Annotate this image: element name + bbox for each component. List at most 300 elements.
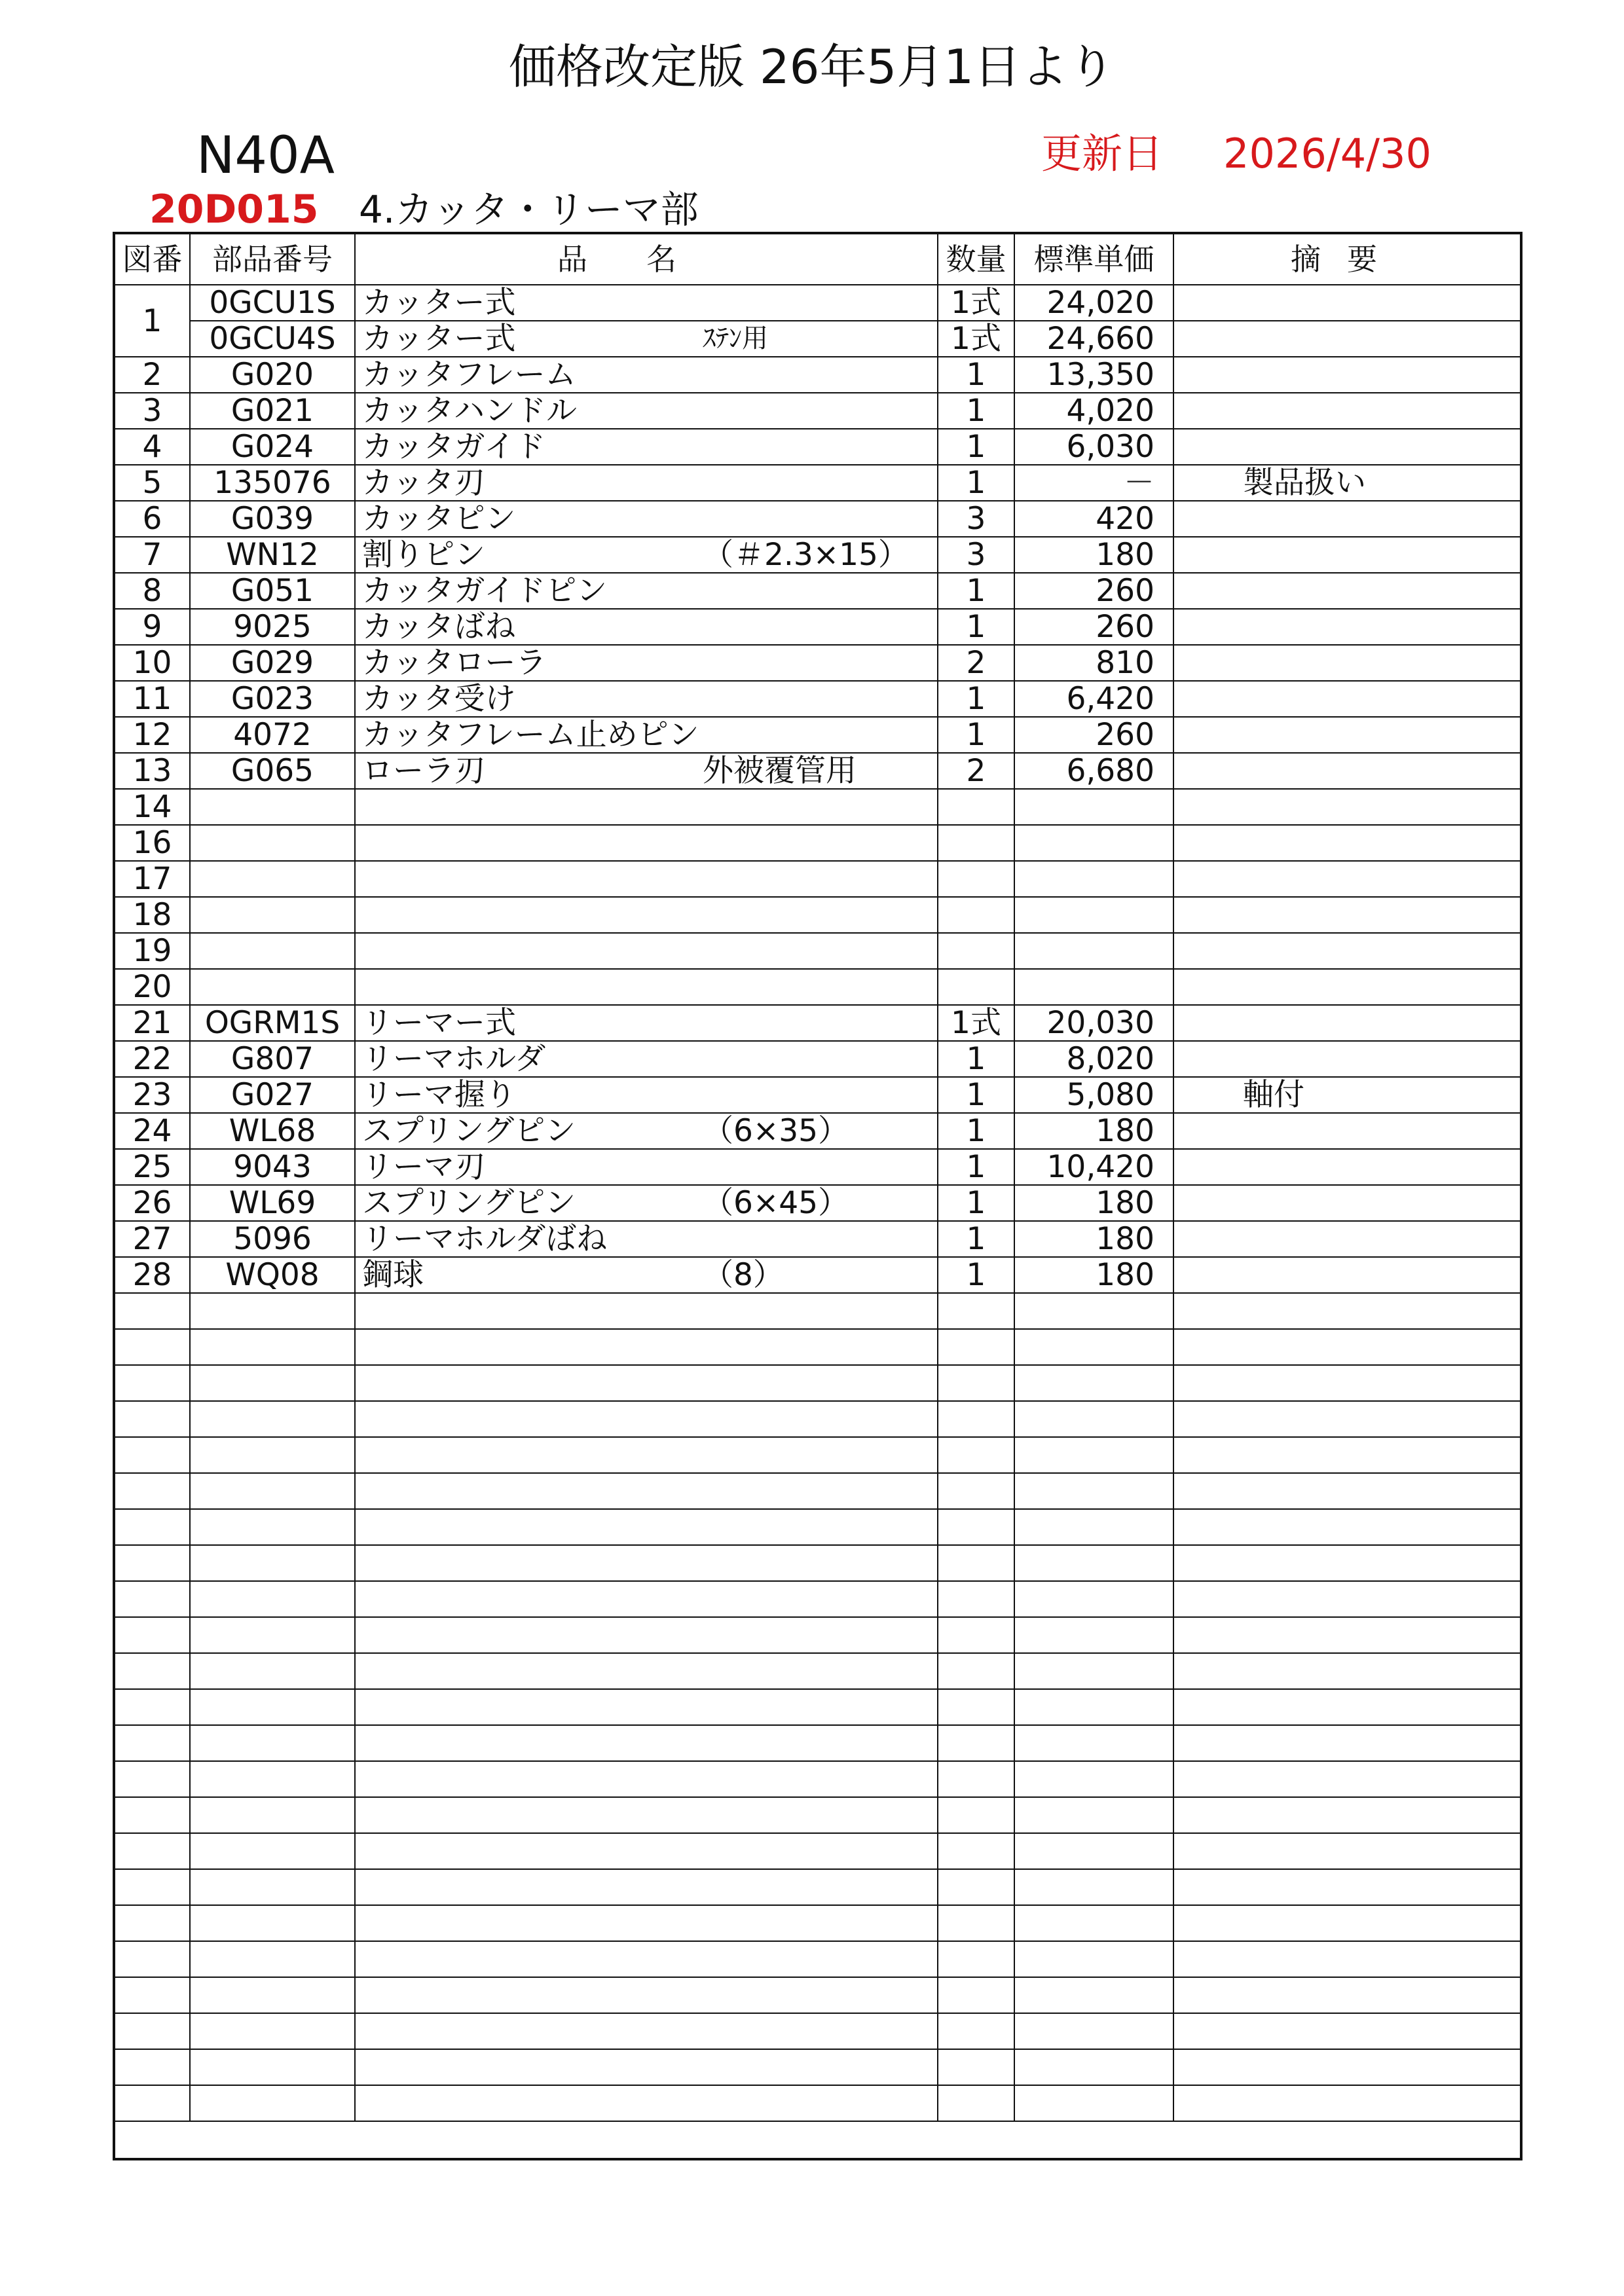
part-name-cell — [355, 753, 938, 789]
note-cell — [1173, 1149, 1521, 1185]
price-cell — [1014, 969, 1173, 1005]
part-spec: （6×35） — [703, 1113, 849, 1149]
part-name-cell — [355, 933, 938, 969]
empty-cell — [114, 2049, 190, 2085]
empty-cell — [1014, 1293, 1173, 1329]
empty-cell — [190, 1545, 355, 1581]
row-no-cell: 27 — [114, 1221, 190, 1257]
part-name: 鋼球 — [362, 1257, 424, 1293]
empty-cell — [938, 1509, 1014, 1545]
empty-cell — [938, 1869, 1014, 1905]
empty-cell — [355, 1653, 938, 1689]
empty-cell — [355, 1581, 938, 1617]
empty-cell — [114, 1329, 190, 1365]
price-cell — [1014, 825, 1173, 861]
empty-row — [114, 1653, 1521, 1689]
footer-cell — [114, 2121, 1521, 2159]
empty-row — [114, 1293, 1521, 1329]
part-code-cell — [190, 861, 355, 897]
page-title: 価格改定版 26年5月1日より — [508, 39, 1116, 94]
empty-cell — [190, 1689, 355, 1725]
price-cell: － — [1014, 465, 1173, 501]
empty-row — [114, 1977, 1521, 2013]
part-name-cell — [355, 321, 938, 357]
empty-cell — [114, 2013, 190, 2049]
empty-cell — [938, 1761, 1014, 1797]
empty-cell — [355, 1545, 938, 1581]
price-cell — [1014, 861, 1173, 897]
part-name-cell — [355, 789, 938, 825]
part-name-cell — [355, 645, 938, 681]
part-name: リーマ握り — [362, 1077, 516, 1113]
quantity-cell: 1 — [938, 1149, 1014, 1185]
note-cell — [1173, 429, 1521, 465]
part-name-cell — [355, 357, 938, 393]
table-row — [114, 537, 1521, 573]
table-row — [114, 1041, 1521, 1077]
note-cell — [1173, 609, 1521, 645]
empty-cell — [1173, 1797, 1521, 1833]
row-no-cell: 20 — [114, 969, 190, 1005]
part-name: カッタフレーム — [362, 357, 576, 393]
row-no-cell: 8 — [114, 573, 190, 609]
empty-cell — [1014, 1905, 1173, 1941]
empty-row — [114, 1761, 1521, 1797]
empty-cell — [355, 1761, 938, 1797]
row-no-cell: 21 — [114, 1005, 190, 1041]
note-cell — [1173, 393, 1521, 429]
quantity-cell: 1 — [938, 1185, 1014, 1221]
empty-cell — [1014, 1833, 1173, 1869]
part-name-cell — [355, 897, 938, 933]
empty-cell — [190, 2013, 355, 2049]
empty-cell — [938, 1653, 1014, 1689]
table-row — [114, 645, 1521, 681]
price-cell: 6,680 — [1014, 753, 1173, 789]
empty-cell — [938, 1617, 1014, 1653]
table-row — [114, 789, 1521, 825]
empty-cell — [1014, 1653, 1173, 1689]
section-code: 20D015 — [149, 187, 319, 232]
part-code-cell: G807 — [190, 1041, 355, 1077]
price-cell — [1014, 897, 1173, 933]
note-cell — [1173, 1185, 1521, 1221]
part-code-cell: 4072 — [190, 717, 355, 753]
note-cell — [1173, 321, 1521, 357]
empty-row — [114, 2013, 1521, 2049]
price-cell: 180 — [1014, 1113, 1173, 1149]
row-no-cell: 7 — [114, 537, 190, 573]
empty-cell — [938, 2085, 1014, 2121]
row-no-cell: 28 — [114, 1257, 190, 1293]
table-row — [114, 1149, 1521, 1185]
part-code-cell: OGRM1S — [190, 1005, 355, 1041]
empty-cell — [114, 1941, 190, 1977]
empty-cell — [1173, 2013, 1521, 2049]
row-no-cell: 19 — [114, 933, 190, 969]
quantity-cell: 1 — [938, 573, 1014, 609]
price-cell: 810 — [1014, 645, 1173, 681]
empty-cell — [190, 1401, 355, 1437]
row-no-cell: 25 — [114, 1149, 190, 1185]
note-cell — [1173, 825, 1521, 861]
empty-cell — [1014, 1509, 1173, 1545]
part-code-cell: G051 — [190, 573, 355, 609]
empty-cell — [190, 1509, 355, 1545]
table-row — [114, 933, 1521, 969]
price-cell: 20,030 — [1014, 1005, 1173, 1041]
empty-cell — [1014, 1869, 1173, 1905]
part-name-cell — [355, 537, 938, 573]
quantity-cell — [938, 789, 1014, 825]
empty-cell — [938, 1293, 1014, 1329]
table-row — [114, 753, 1521, 789]
part-name: カッタピン — [362, 501, 516, 537]
empty-cell — [1173, 1581, 1521, 1617]
empty-cell — [938, 1941, 1014, 1977]
empty-cell — [190, 1581, 355, 1617]
row-no-cell: 22 — [114, 1041, 190, 1077]
part-name-cell — [355, 717, 938, 753]
empty-cell — [190, 1797, 355, 1833]
note-cell — [1173, 1041, 1521, 1077]
empty-row — [114, 1617, 1521, 1653]
part-name-cell — [355, 573, 938, 609]
part-spec: （8） — [703, 1257, 784, 1293]
empty-cell — [1014, 1725, 1173, 1761]
part-name: カッター式 — [362, 285, 516, 321]
quantity-cell: 1 — [938, 1221, 1014, 1257]
table-row — [114, 285, 1521, 321]
table-row — [114, 573, 1521, 609]
empty-row — [114, 1401, 1521, 1437]
empty-cell — [355, 1473, 938, 1509]
empty-cell — [355, 1833, 938, 1869]
table-row — [114, 825, 1521, 861]
empty-cell — [1014, 1761, 1173, 1797]
empty-cell — [190, 1869, 355, 1905]
part-name-cell — [355, 429, 938, 465]
col-header-qty: 数量 — [938, 233, 1014, 285]
price-cell: 8,020 — [1014, 1041, 1173, 1077]
empty-cell — [1173, 1905, 1521, 1941]
empty-cell — [1014, 1617, 1173, 1653]
row-no-cell: 23 — [114, 1077, 190, 1113]
empty-cell — [355, 1617, 938, 1653]
quantity-cell: 2 — [938, 645, 1014, 681]
empty-row — [114, 1473, 1521, 1509]
empty-cell — [114, 2085, 190, 2121]
empty-cell — [190, 2049, 355, 2085]
part-code-cell — [190, 897, 355, 933]
price-cell: 260 — [1014, 573, 1173, 609]
row-no-cell: 11 — [114, 681, 190, 717]
part-name-cell — [355, 465, 938, 501]
empty-cell — [1014, 1977, 1173, 2013]
empty-cell — [114, 1689, 190, 1725]
empty-cell — [1173, 1329, 1521, 1365]
empty-cell — [1173, 1725, 1521, 1761]
empty-cell — [938, 1437, 1014, 1473]
quantity-cell: 3 — [938, 501, 1014, 537]
empty-row — [114, 1869, 1521, 1905]
empty-cell — [355, 2085, 938, 2121]
empty-cell — [1173, 1617, 1521, 1653]
empty-cell — [1173, 1365, 1521, 1401]
price-cell: 6,030 — [1014, 429, 1173, 465]
part-code-cell: G065 — [190, 753, 355, 789]
empty-cell — [1173, 1833, 1521, 1869]
empty-cell — [1014, 1797, 1173, 1833]
empty-cell — [114, 1581, 190, 1617]
part-code-cell: G027 — [190, 1077, 355, 1113]
table-row — [114, 1113, 1521, 1149]
empty-cell — [1014, 2085, 1173, 2121]
empty-cell — [355, 1905, 938, 1941]
part-code-cell: G039 — [190, 501, 355, 537]
part-name: リーマ刃 — [362, 1149, 485, 1185]
empty-cell — [355, 1941, 938, 1977]
price-cell: 260 — [1014, 717, 1173, 753]
row-no-cell: 26 — [114, 1185, 190, 1221]
part-code-cell — [190, 825, 355, 861]
part-name-cell — [355, 285, 938, 321]
col-header-price: 標準単価 — [1014, 233, 1173, 285]
quantity-cell — [938, 933, 1014, 969]
note-cell: 軸付 — [1173, 1077, 1521, 1113]
part-spec: （6×45） — [703, 1185, 849, 1221]
part-spec: （＃2.3×15） — [703, 537, 909, 573]
part-name-cell — [355, 1221, 938, 1257]
update-info — [1041, 124, 1431, 183]
quantity-cell: 3 — [938, 537, 1014, 573]
empty-cell — [1014, 1545, 1173, 1581]
empty-row — [114, 1509, 1521, 1545]
empty-cell — [938, 1329, 1014, 1365]
row-no-cell: 3 — [114, 393, 190, 429]
table-row — [114, 1077, 1521, 1113]
row-no-cell: 1 — [114, 285, 190, 357]
empty-cell — [355, 1797, 938, 1833]
update-label: 更新日 — [1041, 130, 1164, 177]
table-row — [114, 897, 1521, 933]
empty-row — [114, 2049, 1521, 2085]
part-code-cell: G021 — [190, 393, 355, 429]
empty-cell — [938, 1473, 1014, 1509]
part-name-cell — [355, 501, 938, 537]
empty-cell — [1173, 1941, 1521, 1977]
empty-cell — [1173, 1977, 1521, 2013]
note-cell — [1173, 1113, 1521, 1149]
empty-cell — [355, 1509, 938, 1545]
table-row — [114, 969, 1521, 1005]
part-name: カッタ受け — [362, 681, 516, 717]
empty-cell — [114, 1473, 190, 1509]
empty-cell — [355, 1401, 938, 1437]
part-name: 割りピン — [362, 537, 485, 573]
empty-cell — [114, 1437, 190, 1473]
empty-cell — [190, 1833, 355, 1869]
row-no-cell: 4 — [114, 429, 190, 465]
table-row — [114, 465, 1521, 501]
empty-cell — [190, 1653, 355, 1689]
part-code-cell: 0GCU1S — [190, 285, 355, 321]
part-name: ローラ刃 — [362, 753, 485, 789]
quantity-cell — [938, 897, 1014, 933]
quantity-cell: 1式 — [938, 1005, 1014, 1041]
part-spec: 外被覆管用 — [703, 753, 857, 789]
empty-cell — [1014, 1473, 1173, 1509]
quantity-cell: 1 — [938, 1077, 1014, 1113]
part-name: カッタガイドピン — [362, 573, 608, 609]
col-header-name: 品名 — [355, 233, 938, 285]
row-no-cell: 14 — [114, 789, 190, 825]
empty-cell — [1014, 1437, 1173, 1473]
price-cell: 180 — [1014, 1257, 1173, 1293]
note-cell — [1173, 789, 1521, 825]
quantity-cell: 1 — [938, 1041, 1014, 1077]
empty-cell — [114, 1293, 190, 1329]
empty-cell — [938, 1545, 1014, 1581]
note-cell — [1173, 717, 1521, 753]
table-row — [114, 861, 1521, 897]
empty-cell — [938, 1401, 1014, 1437]
empty-cell — [1014, 1365, 1173, 1401]
row-no-cell: 12 — [114, 717, 190, 753]
table-row — [114, 429, 1521, 465]
part-name-cell — [355, 825, 938, 861]
note-cell — [1173, 1221, 1521, 1257]
part-name: カッタ刃 — [362, 465, 485, 501]
part-name-cell — [355, 1041, 938, 1077]
empty-cell — [938, 1833, 1014, 1869]
empty-cell — [938, 2049, 1014, 2085]
empty-cell — [1173, 1473, 1521, 1509]
quantity-cell — [938, 969, 1014, 1005]
empty-cell — [938, 1689, 1014, 1725]
part-name: リーマホルダばね — [362, 1221, 608, 1257]
part-code-cell: 9043 — [190, 1149, 355, 1185]
empty-cell — [1173, 1293, 1521, 1329]
empty-cell — [1014, 1401, 1173, 1437]
row-no-cell: 13 — [114, 753, 190, 789]
quantity-cell: 2 — [938, 753, 1014, 789]
part-name: カッタハンドル — [362, 393, 578, 429]
row-no-cell: 17 — [114, 861, 190, 897]
row-no-cell: 5 — [114, 465, 190, 501]
empty-cell — [1014, 1941, 1173, 1977]
empty-row — [114, 1905, 1521, 1941]
part-name-cell — [355, 609, 938, 645]
row-no-cell: 6 — [114, 501, 190, 537]
empty-cell — [114, 1365, 190, 1401]
empty-cell — [1173, 1437, 1521, 1473]
empty-cell — [1014, 2013, 1173, 2049]
empty-cell — [355, 1869, 938, 1905]
empty-cell — [190, 1977, 355, 2013]
quantity-cell: 1 — [938, 429, 1014, 465]
row-no-cell: 18 — [114, 897, 190, 933]
note-cell — [1173, 933, 1521, 969]
empty-cell — [1014, 1689, 1173, 1725]
empty-cell — [355, 1437, 938, 1473]
quantity-cell: 1 — [938, 717, 1014, 753]
empty-cell — [114, 1869, 190, 1905]
part-code-cell: 9025 — [190, 609, 355, 645]
part-code-cell: 5096 — [190, 1221, 355, 1257]
empty-row — [114, 1545, 1521, 1581]
row-no-cell: 24 — [114, 1113, 190, 1149]
part-name-cell — [355, 1185, 938, 1221]
empty-cell — [1014, 1581, 1173, 1617]
part-code-cell: WL69 — [190, 1185, 355, 1221]
part-name: カッタフレーム止めピン — [362, 717, 699, 753]
quantity-cell: 1式 — [938, 321, 1014, 357]
price-cell — [1014, 933, 1173, 969]
part-code-cell: G023 — [190, 681, 355, 717]
part-name-cell — [355, 1149, 938, 1185]
part-code-cell: G024 — [190, 429, 355, 465]
empty-row — [114, 1689, 1521, 1725]
part-code-cell: G020 — [190, 357, 355, 393]
quantity-cell: 1 — [938, 1257, 1014, 1293]
empty-cell — [1173, 2085, 1521, 2121]
price-cell: 10,420 — [1014, 1149, 1173, 1185]
price-cell: 180 — [1014, 537, 1173, 573]
empty-row — [114, 1581, 1521, 1617]
empty-cell — [355, 1977, 938, 2013]
part-name: リーマー式 — [362, 1005, 516, 1041]
empty-cell — [355, 2013, 938, 2049]
part-spec: ｽﾃﾝ用 — [703, 323, 768, 354]
table-row — [114, 717, 1521, 753]
note-cell: 製品扱い — [1173, 465, 1521, 501]
empty-cell — [190, 1293, 355, 1329]
note-cell — [1173, 357, 1521, 393]
price-cell: 24,660 — [1014, 321, 1173, 357]
part-name-cell — [355, 1257, 938, 1293]
empty-cell — [1014, 2049, 1173, 2085]
part-name: カッタばね — [362, 609, 516, 645]
note-cell — [1173, 537, 1521, 573]
price-cell: 6,420 — [1014, 681, 1173, 717]
table-row — [114, 1221, 1521, 1257]
empty-cell — [1173, 1545, 1521, 1581]
empty-cell — [114, 1761, 190, 1797]
price-cell: 4,020 — [1014, 393, 1173, 429]
empty-cell — [1173, 1653, 1521, 1689]
quantity-cell: 1 — [938, 465, 1014, 501]
empty-cell — [190, 1365, 355, 1401]
part-name-cell — [355, 681, 938, 717]
price-cell: 180 — [1014, 1221, 1173, 1257]
table-row — [114, 357, 1521, 393]
empty-cell — [114, 1617, 190, 1653]
empty-cell — [114, 1653, 190, 1689]
part-code-cell: WN12 — [190, 537, 355, 573]
empty-cell — [114, 1797, 190, 1833]
quantity-cell: 1 — [938, 1113, 1014, 1149]
part-name: カッター式 — [362, 321, 516, 357]
empty-cell — [355, 2049, 938, 2085]
empty-cell — [1173, 2049, 1521, 2085]
table-row — [114, 681, 1521, 717]
part-code-cell — [190, 969, 355, 1005]
empty-row — [114, 1725, 1521, 1761]
note-cell — [1173, 1257, 1521, 1293]
empty-cell — [114, 1833, 190, 1869]
part-code-cell: G029 — [190, 645, 355, 681]
